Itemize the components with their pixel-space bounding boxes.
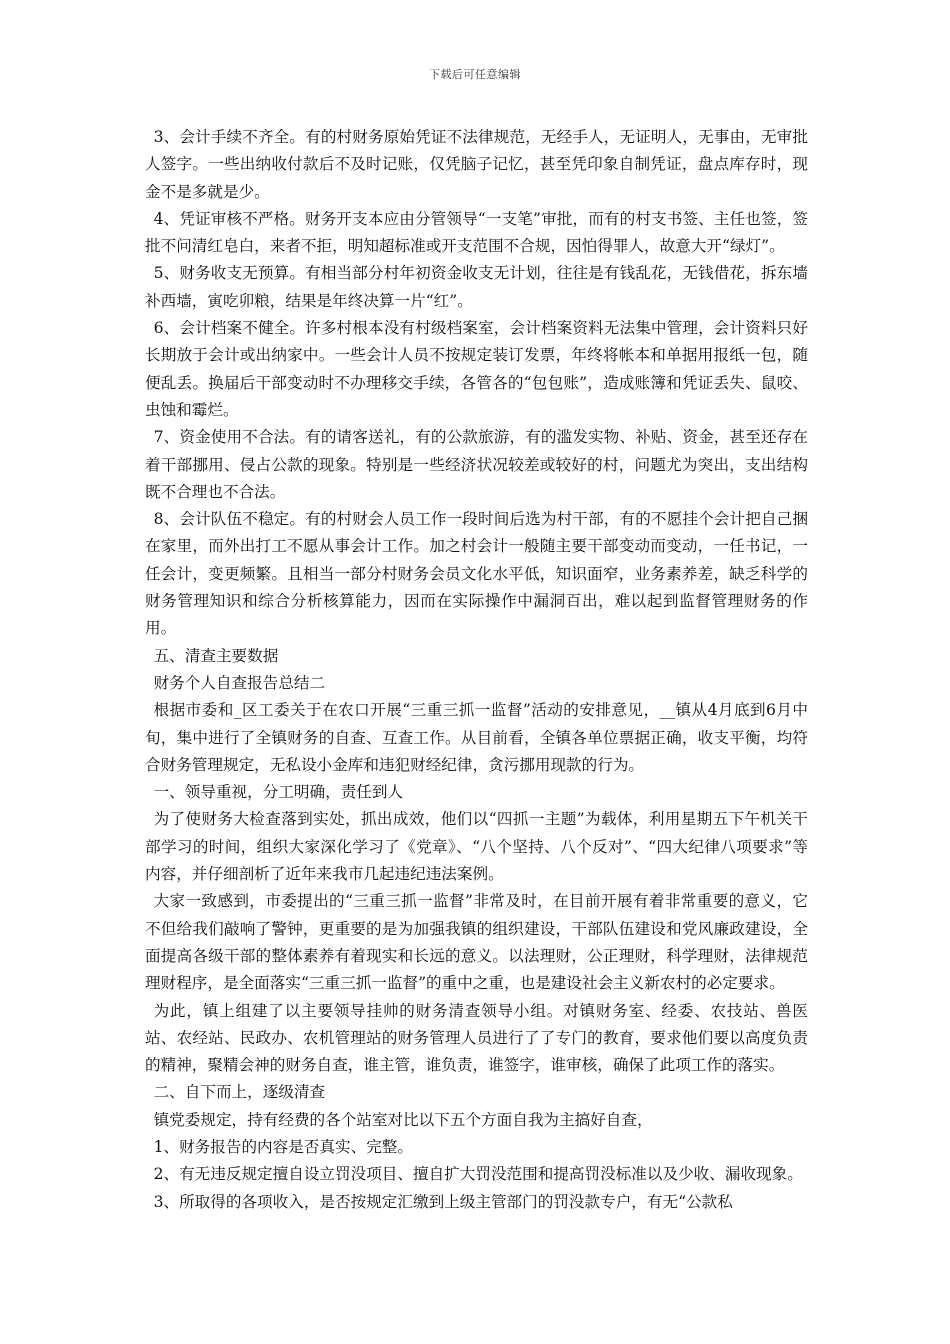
paragraph-no-budget: 5、财务收支无预算。有相当部分村年初资金收支无计划，往往是有钱乱花，无钱借花，拆东墙补西墙，寅吃卯粮，结果是年终决算一片“红”。 [145, 264, 808, 310]
paragraph-leading-group: 为此，镇上组建了以主要领导挂帅的财务清查领导小组。对镇财务室、经委、农技站、兽医站、农经站、民政办、农机管理站的财务管理人员进行了了专门的教育，要求他们要以高度负责的精神，聚精会神的财务自查，谁主管，谁负责，谁签字，谁审核，确保了此项工作的落实。 [145, 1001, 808, 1075]
section-heading-main-data: 五、清查主要数据 [153, 646, 279, 665]
paragraph-study: 为了使财务大检查落到实处，抓出成效，他们以“四抓一主题”为载体，利用星期五下午机关干部学习的时间，组织大家深化学习了《党章》、“八个坚持、八个反对”、“四大纪律八项要求”等内容，并仔细剖析了近年来我市几起违纪违法案例。 [145, 810, 808, 884]
paragraph-self-check: 镇党委规定，持有经费的各个站室对比以下五个方面自我为主搞好自查， [153, 1110, 653, 1129]
page-header: 下载后可任意编辑 [429, 68, 521, 81]
section-heading-bottom-up: 二、自下而上，逐级清查 [153, 1083, 326, 1102]
paragraph-consensus: 大家一致感到，市委提出的“三重三抓一监督”非常及时，在目前开展有着非常重要的意义，它不但给我们敲响了警钟，更重要的是为加强我镇的组织建设，干部队伍建设和党风廉政建设，全面提高各级干部的整体素养有着现实和长远的意义。以法理财，公正理财，科学理财，法律规范理财程序，是全面落实“三重三抓一监督”的重中之重，也是建设社会主义新农村的必定要求。 [145, 892, 808, 993]
paragraph-intro: 根据市委和_区工委关于在农口开展“三重三抓一监督”活动的安排意见，__镇从4月底到6月中旬，集中进行了全镇财务的自查、互查工作。从目前看，全镇各单位票据正确，收支平衡，均符合财务管理规定，无私设小金库和违犯财经纪律，贪污挪用现款的行为。 [145, 701, 808, 774]
section-heading-leadership: 一、领导重视，分工明确，责任到人 [153, 783, 404, 802]
report-title-two: 财务个人自查报告总结二 [153, 673, 326, 692]
list-item-income-remittance: 3、所取得的各项收入，是否按规定汇缴到上级主管部门的罚没款专户，有无“公款私 [153, 1192, 733, 1211]
paragraph-fund-use: 7、资金使用不合法。有的请客送礼，有的公款旅游，有的滥发实物、补贴、资金，甚至还存在着干部挪用、侵占公款的现象。特别是一些经济状况较差或较好的村，问题尤为突出，支出结构既不合理也不合法。 [145, 428, 808, 501]
document-body [145, 124, 808, 1216]
paragraph-accounting-procedures: 3、会计手续不齐全。有的村财务原始凭证不法律规范，无经手人，无证明人，无事由，无审批人签字。一些出纳收付款后不及时记账，仅凭脑子记忆，甚至凭印象自制凭证，盘点库存时，现金不是多就是少。 [145, 128, 808, 201]
list-item-report-content: 1、财务报告的内容是否真实、完整。 [153, 1137, 413, 1156]
paragraph-archives: 6、会计档案不健全。许多村根本没有村级档案室，会计档案资料无法集中管理，会计资料只好长期放于会计或出纳家中。一些会计人员不按规定装订发票，年终将帐本和单据用报纸一包，随便乱丢。换届后干部变动时不办理移交手续，各管各的“包包账”，造成账簿和凭证丢失、鼠咬、虫蚀和霉烂。 [145, 319, 808, 419]
paragraph-accounting-staff: 8、会计队伍不稳定。有的村财会人员工作一段时间后选为村干部，有的不愿挂个会计把自己捆在家里，而外出打工不愿从事会计工作。加之村会计一般随主要干部变动而变动，一任书记，一任会计，变更频繁。且相当一部分村财务会员文化水平低，知识面窄，业务素养差，缺乏科学的财务管理知识和综合分析核算能力，因而在实际操作中漏洞百出，难以起到监督管理财务的作用。 [145, 510, 808, 638]
list-item-penalty-items: 2、有无违反规定擅自设立罚没项目、擅自扩大罚没范围和提高罚没标准以及少收、漏收现象。 [153, 1165, 803, 1184]
paragraph-voucher-review: 4、凭证审核不严格。财务开支本应由分管领导“一支笔”审批，而有的村支书签、主任也签，签批不问清红皂白，来者不拒，明知超标准或开支范围不合规，因怕得罪人，故意大开“绿灯”。 [145, 209, 808, 256]
